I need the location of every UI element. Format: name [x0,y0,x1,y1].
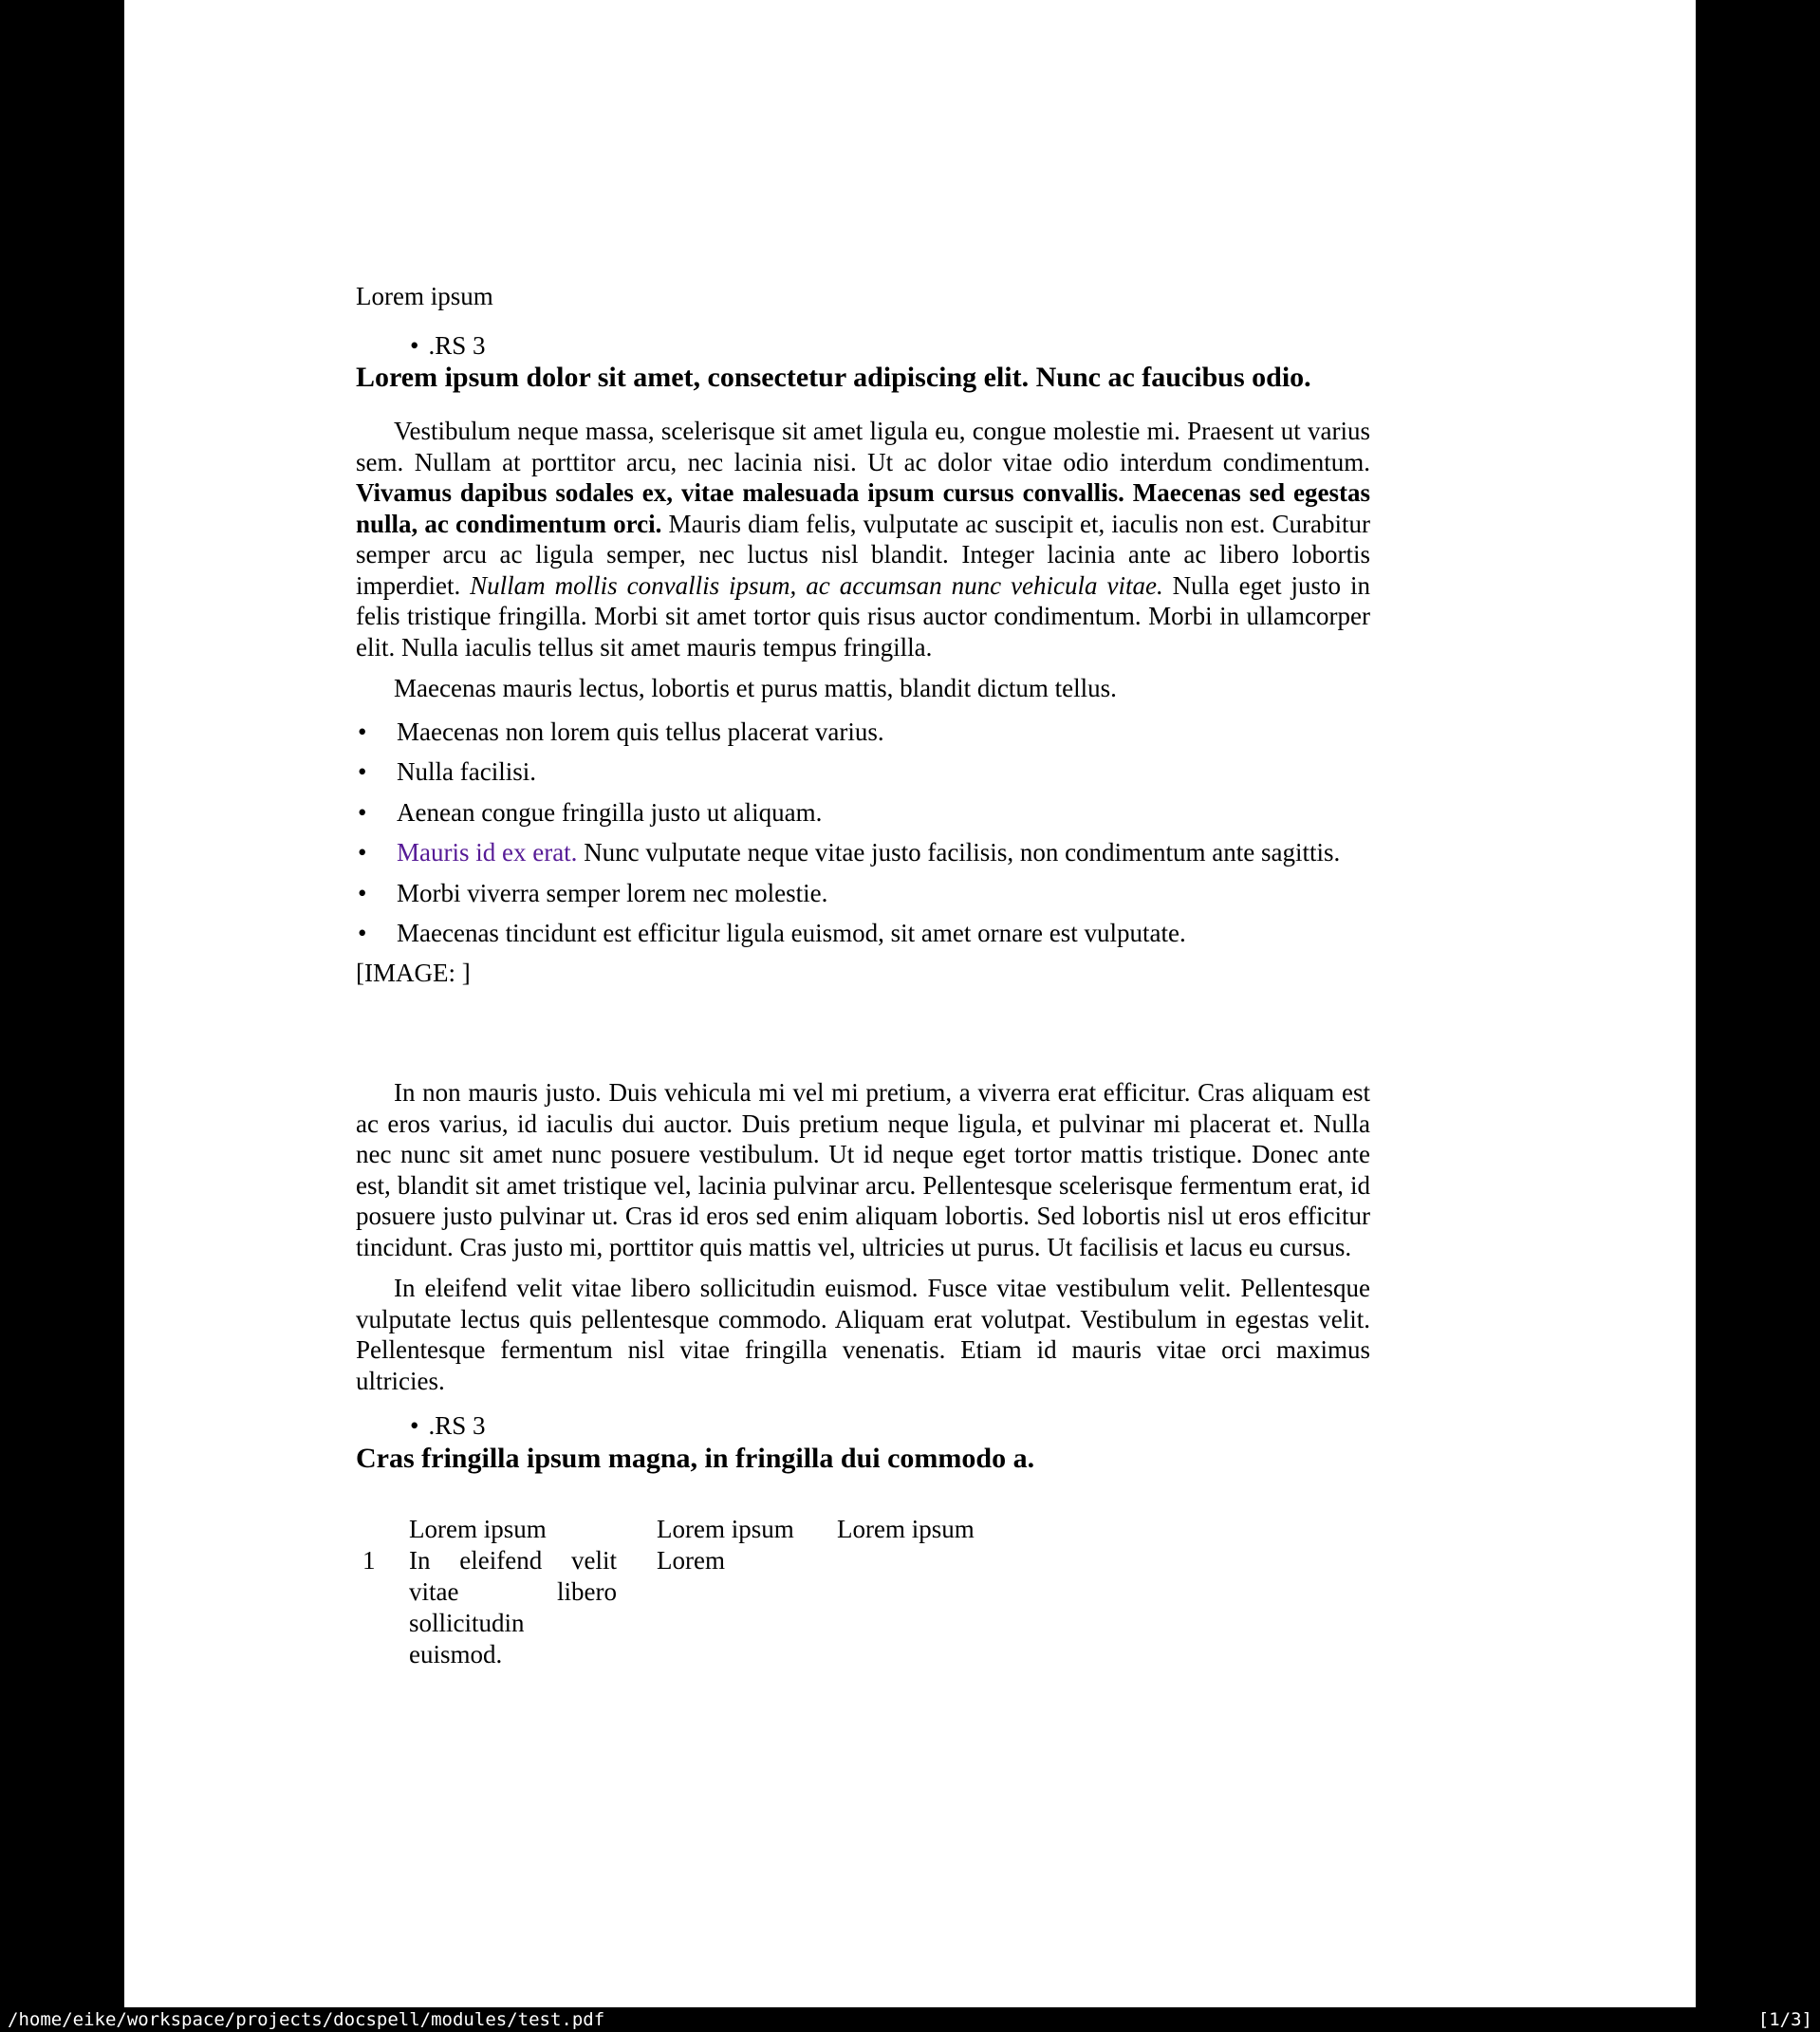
bullet-icon: • [358,919,367,947]
rs-bullet-label: .RS 3 [428,1411,486,1440]
statusbar-page-indicator: [1/3] [1757,2009,1812,2030]
bullet-icon: • [358,878,367,907]
paragraph-1 [356,416,1370,662]
bullet-item [356,878,1370,909]
bullet-text: Morbi viverra semper lorem nec molestie. [397,878,828,907]
table-header-cell: Lorem ipsum [837,1514,975,1543]
statusbar-file-path: /home/eike/workspace/projects/docspell/modules/test.pdf [8,2009,605,2030]
bullet-icon: • [358,717,367,746]
bullet-icon: • [358,757,367,786]
paragraph-1-bold: Vivamus dapibus sodales ex, vitae malesuada ipsum cursus convallis. Maecenas sed egestas nulla, ac condimentum orci. [356,478,1370,538]
table-header-cell: Lorem ipsum [409,1514,547,1543]
bullet-icon: • [410,330,419,360]
paragraph-1-normal-1: Vestibulum neque massa, scelerisque sit amet ligula eu, congue molestie mi. Praesent ut varius sem. Nullam at porttitor arcu, nec lacinia nisi. Ut ac dolor vitae odio interdum condimentum. [356,417,1370,476]
document-page [124,0,1696,2007]
document-content [356,0,1370,1670]
bullet-icon: • [358,797,367,827]
bullet-list [356,717,1370,949]
bullet-text: Maecenas tincidunt est efficitur ligula euismod, sit amet ornare est vulputate. [397,919,1186,947]
paragraph-3: In non mauris justo. Duis vehicula mi vel mi pretium, a viverra erat efficitur. Cras aliquam est ac eros varius, id iaculis dui auctor. Duis pretium neque ligula, et pulvinar mi placerat et. Nulla nec nunc sit amet nunc posuere vestibulum. Ut id neque eget tortor mattis tristique. Donec ante est, blandit sit amet tristique vel, lacinia pulvinar arcu. Pellentesque scelerisque fermentum erat, id posuere justo pulvinar ut. Cras id eros sed enim aliquam lobortis. Sed lobortis nisl ut eros efficitur tincidunt. Cras justo mi, porttitor quis mattis vel, ultricies ut purus. Ut facilisis et lacus eu cursus. [356,1078,1370,1261]
paragraph-1-normal-2: Mauris diam felis, vulputate ac suscipit et, iaculis non est. Curabitur semper arcu ac ligula semper, nec luctus nisl blandit. Integer lacinia ante ac libero lobortis imperdiet. [356,509,1370,600]
bullet-item [356,918,1370,949]
bullet-text: Nulla facilisi. [397,757,536,786]
rs-bullet-item [410,1410,1370,1442]
table-row-number: 1 [362,1545,376,1575]
rs-bullet-label: .RS 3 [428,330,486,360]
table-cell: Lorem [657,1545,725,1575]
bullet-icon: • [358,838,367,867]
pdf-link-mauris-id-ex-erat[interactable]: Mauris id ex erat. [397,838,578,867]
statusbar [0,2007,1820,2032]
bullet-text: Nunc vulputate neque vitae justo facilisis, non condimentum ante sagittis. [577,838,1341,867]
data-table [362,1514,1370,1670]
table-corner-cell [362,1514,409,1545]
bullet-item [356,837,1370,868]
bullet-icon: • [410,1411,419,1440]
section-heading-2: Cras fringilla ipsum magna, in fringilla dui commodo a. [356,1442,1035,1474]
paragraph-2: Maecenas mauris lectus, lobortis et purus mattis, blandit dictum tellus. [394,674,1117,702]
bullet-item [356,797,1370,829]
rs-bullet-item [410,330,1370,362]
top-label: Lorem ipsum [356,282,493,310]
table-header-cell: Lorem ipsum [657,1514,794,1543]
image-placeholder: [IMAGE: ] [356,958,471,987]
paragraph-1-italic: Nullam mollis convallis ipsum, ac accumsan nunc vehicula vitae. [470,570,1163,600]
bullet-item [356,717,1370,748]
table-cell: In eleifend velit vitae libero sollicitudin euismod. [409,1545,617,1668]
bullet-text: Aenean congue fringilla justo ut aliquam. [397,797,823,827]
section-heading-1: Lorem ipsum dolor sit amet, consectetur adipiscing elit. Nunc ac faucibus odio. [356,362,1311,393]
paragraph-4: In eleifend velit vitae libero sollicitudin euismod. Fusce vitae vestibulum velit. Pellentesque vulputate lectus quis pellentesque commodo. Aliquam erat volutpat. Vestibulum in egestas velit. Pellentesque fermentum nisl vitae fringilla venenatis. Etiam id mauris vitae orci maximus ultricies. [356,1274,1370,1395]
paragraph-1-normal-3: Nulla eget justo in felis tristique fringilla. Morbi sit amet tortor quis risus auctor condimentum. Morbi in ullamcorper elit. Nulla iaculis tellus sit amet mauris tempus fringilla. [356,570,1370,662]
bullet-text: Maecenas non lorem quis tellus placerat varius. [397,717,884,746]
bullet-item [356,756,1370,788]
table-cell [837,1545,1370,1670]
